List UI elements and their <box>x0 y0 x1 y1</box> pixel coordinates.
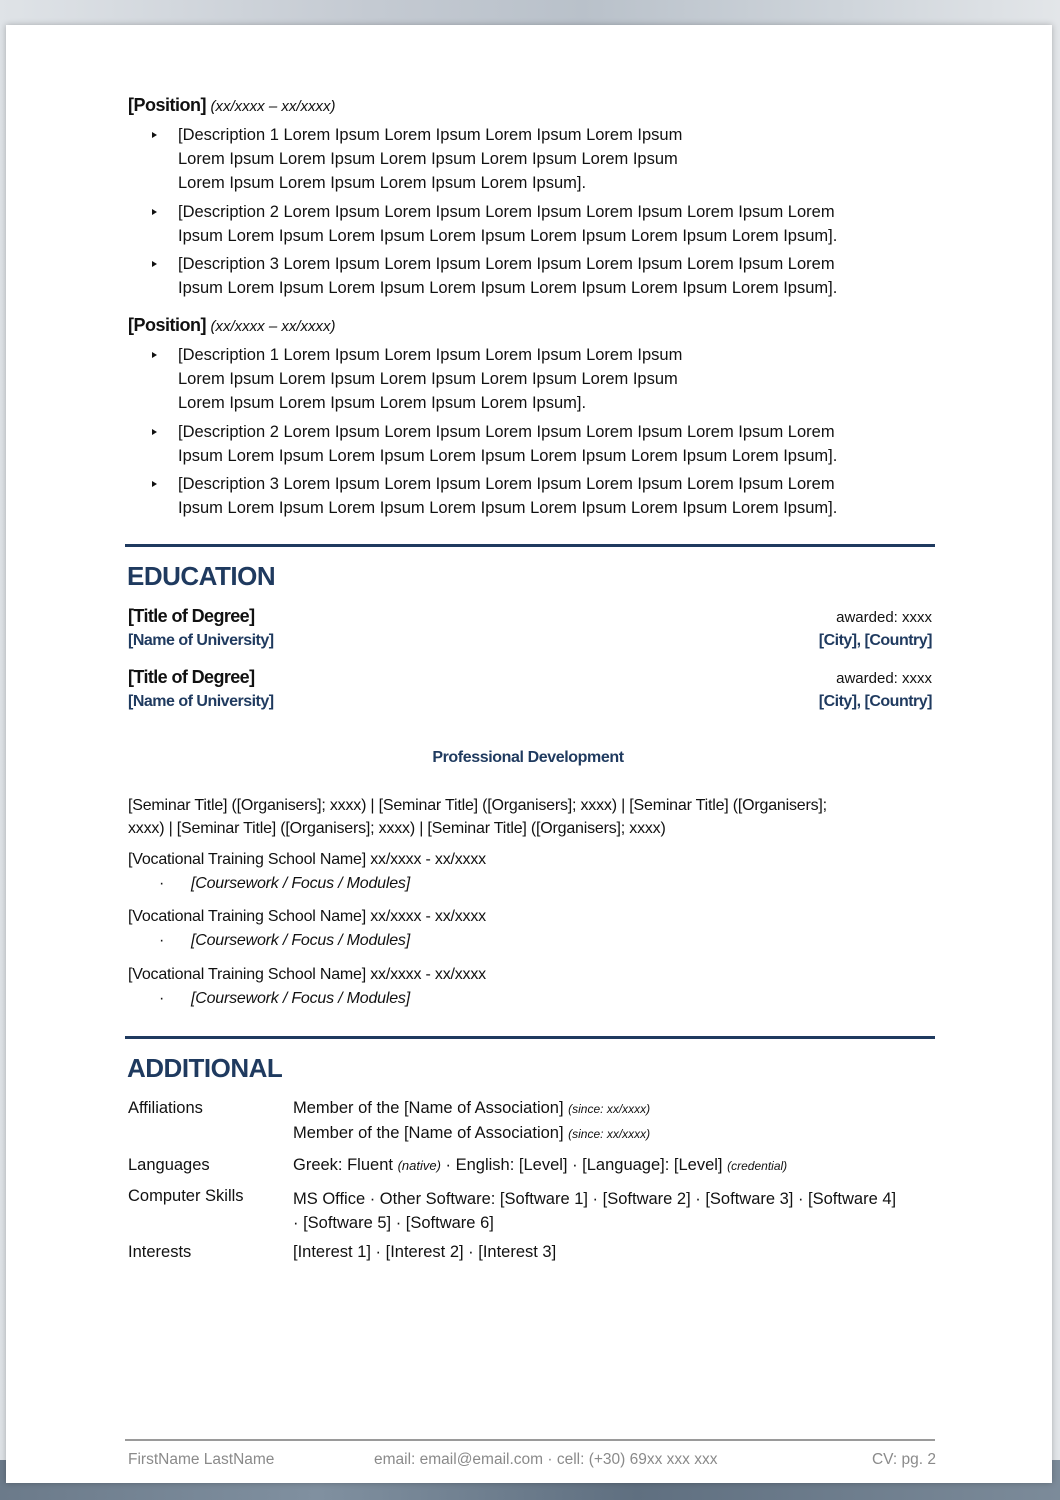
triangle-bullet-icon <box>152 209 157 215</box>
dot-bullet-icon: · <box>159 990 165 1007</box>
description-text <box>178 343 682 415</box>
interests-value: [Interest 1] · [Interest 2] · [Interest 3] <box>293 1243 557 1261</box>
footer-contact: email: email@email.com · cell: (+30) 69xx xxx xxx <box>374 1451 718 1468</box>
description-line: Lorem Ipsum Lorem Ipsum Lorem Ipsum Lorem Ipsum Lorem Ipsum <box>178 370 678 388</box>
languages-label: Languages <box>128 1156 210 1174</box>
computer-skills-label: Computer Skills <box>128 1187 244 1205</box>
interests-label: Interests <box>128 1243 192 1261</box>
description-text <box>178 472 837 520</box>
coursework: [Coursework / Focus / Modules] <box>191 932 410 949</box>
description-line: Lorem Ipsum Lorem Ipsum Lorem Ipsum Lorem Ipsum]. <box>178 394 587 412</box>
computer-skills-value <box>293 1187 896 1235</box>
degree-awarded: awarded: xxxx <box>836 609 932 626</box>
university-name: [Name of University] <box>128 693 274 710</box>
university-location: [City], [Country] <box>818 693 932 710</box>
affiliations-label: Affiliations <box>128 1099 203 1117</box>
coursework: [Coursework / Focus / Modules] <box>191 990 410 1007</box>
description-line: Ipsum Lorem Ipsum Lorem Ipsum Lorem Ipsum Lorem Ipsum Lorem Ipsum Lorem Ipsum]. <box>178 499 838 517</box>
language-note-native: (native) <box>397 1158 441 1173</box>
language-note-credential: (credential) <box>727 1159 788 1173</box>
language-others: · English: [Level] · [Language]: [Level] <box>445 1156 723 1174</box>
position-heading <box>128 315 336 336</box>
dot-bullet-icon: · <box>159 932 165 949</box>
seminars-line: [Seminar Title] ([Organisers]; xxxx) | [Seminar Title] ([Organisers]; xxxx) | [Seminar Title] ([Organisers]; <box>128 797 827 814</box>
section-divider <box>125 1036 935 1039</box>
description-line: Ipsum Lorem Ipsum Lorem Ipsum Lorem Ipsum Lorem Ipsum Lorem Ipsum Lorem Ipsum]. <box>178 447 838 465</box>
position-heading <box>128 95 336 116</box>
professional-development-heading: Professional Development <box>432 749 624 766</box>
affiliation-entry <box>293 1099 650 1118</box>
description-line: [Description 2 Lorem Ipsum Lorem Ipsum Lorem Ipsum Lorem Ipsum Lorem Ipsum Lorem <box>178 423 835 441</box>
description-line: [Description 3 Lorem Ipsum Lorem Ipsum Lorem Ipsum Lorem Ipsum Lorem Ipsum Lorem <box>178 475 835 493</box>
footer-page-number: CV: pg. 2 <box>871 1451 936 1468</box>
position-title: [Position] <box>128 95 206 115</box>
triangle-bullet-icon <box>152 352 157 358</box>
additional-heading: ADDITIONAL <box>127 1053 283 1083</box>
position-dates: (xx/xxxx – xx/xxxx) <box>210 98 336 115</box>
university-location: [City], [Country] <box>818 632 932 649</box>
triangle-bullet-icon <box>152 132 157 138</box>
affiliation-entry <box>293 1124 650 1143</box>
description-line: [Description 2 Lorem Ipsum Lorem Ipsum Lorem Ipsum Lorem Ipsum Lorem Ipsum Lorem <box>178 203 835 221</box>
section-divider <box>125 544 935 547</box>
computer-skills-line: MS Office · Other Software: [Software 1] · [Software 2] · [Software 3] · [Software 4] <box>293 1190 897 1208</box>
description-line: [Description 1 Lorem Ipsum Lorem Ipsum Lorem Ipsum Lorem Ipsum <box>178 126 683 144</box>
description-line: Lorem Ipsum Lorem Ipsum Lorem Ipsum Lorem Ipsum]. <box>178 174 587 192</box>
languages-value <box>293 1156 787 1175</box>
education-heading: EDUCATION <box>127 561 276 591</box>
computer-skills-line: · [Software 5] · [Software 6] <box>293 1214 494 1232</box>
triangle-bullet-icon <box>152 481 157 487</box>
position-dates: (xx/xxxx – xx/xxxx) <box>210 318 336 335</box>
vocational-school: [Vocational Training School Name] xx/xxxx - xx/xxxx <box>128 966 486 983</box>
coursework: [Coursework / Focus / Modules] <box>191 875 410 892</box>
vocational-school: [Vocational Training School Name] xx/xxxx - xx/xxxx <box>128 908 486 925</box>
description-line: [Description 3 Lorem Ipsum Lorem Ipsum Lorem Ipsum Lorem Ipsum Lorem Ipsum Lorem <box>178 255 835 273</box>
description-text <box>178 420 837 468</box>
degree-awarded: awarded: xxxx <box>836 670 932 687</box>
seminars-line: xxxx) | [Seminar Title] ([Organisers]; xxxx) | [Seminar Title] ([Organisers]; xxxx) <box>128 820 666 837</box>
vocational-school: [Vocational Training School Name] xx/xxxx - xx/xxxx <box>128 851 486 868</box>
footer-name: FirstName LastName <box>128 1451 275 1468</box>
footer-divider <box>125 1439 935 1441</box>
description-line: [Description 1 Lorem Ipsum Lorem Ipsum Lorem Ipsum Lorem Ipsum <box>178 346 683 364</box>
dot-bullet-icon: · <box>159 875 165 892</box>
university-name: [Name of University] <box>128 632 274 649</box>
affiliation-since: (since: xx/xxxx) <box>568 1127 651 1141</box>
triangle-bullet-icon <box>152 261 157 267</box>
triangle-bullet-icon <box>152 429 157 435</box>
seminars-text <box>128 794 827 840</box>
degree-title: [Title of Degree] <box>128 667 255 687</box>
position-title: [Position] <box>128 315 206 335</box>
cv-page <box>6 25 1052 1483</box>
description-line: Ipsum Lorem Ipsum Lorem Ipsum Lorem Ipsum Lorem Ipsum Lorem Ipsum Lorem Ipsum]. <box>178 279 838 297</box>
affiliation-since: (since: xx/xxxx) <box>568 1102 651 1116</box>
degree-title: [Title of Degree] <box>128 606 255 626</box>
description-text <box>178 123 682 195</box>
description-text <box>178 200 837 248</box>
affiliation-text: Member of the [Name of Association] <box>293 1099 564 1117</box>
affiliation-text: Member of the [Name of Association] <box>293 1124 564 1142</box>
description-line: Ipsum Lorem Ipsum Lorem Ipsum Lorem Ipsum Lorem Ipsum Lorem Ipsum Lorem Ipsum]. <box>178 227 838 245</box>
language-greek: Greek: Fluent <box>293 1156 393 1174</box>
description-line: Lorem Ipsum Lorem Ipsum Lorem Ipsum Lorem Ipsum Lorem Ipsum <box>178 150 678 168</box>
description-text <box>178 252 837 300</box>
